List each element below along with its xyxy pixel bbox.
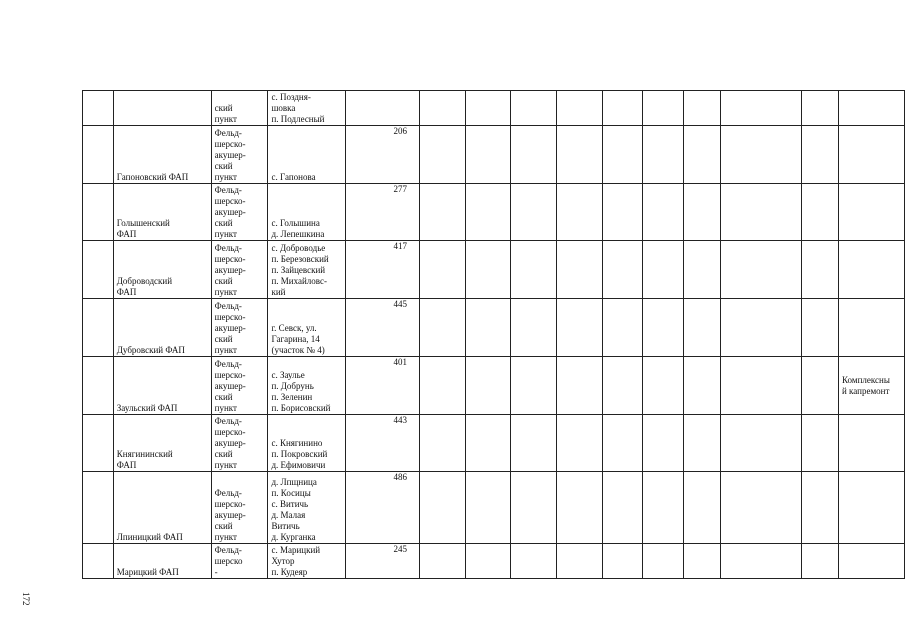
note-cell [838,126,904,184]
population-value: 401 [393,357,407,367]
empty-cell [465,184,511,241]
empty-cell [802,415,839,472]
type-line: пункт [214,172,237,182]
settlements-line: д. Лепешкина [271,229,325,239]
population-value: 417 [393,241,407,251]
type-line: шерско- [214,312,246,322]
empty-cell [511,241,557,299]
settlements-line: (участок № 4) [271,345,325,355]
empty-cell [643,91,684,126]
empty-cell [602,91,643,126]
index-cell [83,472,114,544]
facility-name-cell [113,241,211,299]
settlements-line: с. Витичь [271,499,309,509]
empty-cell [557,415,603,472]
empty-cell [684,91,721,126]
settlements-line: с. Гапонова [271,172,316,182]
note-cell [838,184,904,241]
empty-cell [684,544,721,579]
facility-name-cell [113,472,211,544]
empty-cell [511,126,557,184]
facility-name-cell [113,415,211,472]
page-number: 172 [21,592,31,606]
name-line: Лпиницкий ФАП [116,532,183,542]
empty-cell [802,357,839,415]
empty-cell [802,472,839,544]
facility-type-cell [211,299,268,357]
type-line: Фельд- [214,416,242,426]
note-cell [838,241,904,299]
type-line: пункт [214,287,237,297]
index-cell [83,544,114,579]
settlements-cell [268,544,346,579]
settlements-line: г. Севск, ул. [271,323,317,333]
index-cell [83,415,114,472]
settlements-cell [268,299,346,357]
facility-name-cell [113,184,211,241]
note-line: Комплексны [841,374,890,385]
type-line: пункт [214,532,237,542]
type-line: акушер- [214,510,246,520]
name-line: Марицкий ФАП [116,567,179,577]
settlements-line: Гагарина, 14 [271,334,320,344]
facility-type-cell [211,357,268,415]
table-row [83,126,905,184]
empty-cell [720,91,801,126]
empty-cell [643,241,684,299]
empty-cell [602,184,643,241]
population-cell [346,299,420,357]
settlements-line: д. Ефимовичи [271,460,326,470]
empty-cell [684,472,721,544]
type-line: акушер- [214,381,246,391]
type-line: - [214,567,218,577]
table-row [83,544,905,579]
empty-cell [511,415,557,472]
empty-cell [419,184,465,241]
settlements-line: Витичь [271,521,300,531]
name-line: Заульский ФАП [116,403,178,413]
empty-cell [557,472,603,544]
empty-cell [511,91,557,126]
empty-cell [465,544,511,579]
name-line: Доброводский [116,276,173,286]
settlements-line: с. Марицкий [271,545,321,555]
empty-cell [419,357,465,415]
empty-cell [720,357,801,415]
name-line: Дубровский ФАП [116,345,185,355]
empty-cell [511,184,557,241]
table-row [83,357,905,415]
settlements-line: п. Подлесный [271,114,325,124]
empty-cell [602,357,643,415]
type-line: ский [214,334,233,344]
type-line: шерско- [214,427,246,437]
table-row [83,472,905,544]
empty-cell [602,472,643,544]
empty-cell [419,241,465,299]
facility-name-cell [113,357,211,415]
note-cell [838,472,904,544]
empty-cell [602,415,643,472]
population-value: 245 [393,544,407,554]
empty-cell [684,299,721,357]
empty-cell [720,184,801,241]
facility-type-cell [211,126,268,184]
empty-cell [720,472,801,544]
empty-cell [557,299,603,357]
type-line: акушер- [214,265,246,275]
population-cell [346,184,420,241]
type-line: шерско- [214,254,246,264]
name-line: Голышенский [116,218,170,228]
table-row [83,415,905,472]
type-line: Фельд- [214,243,242,253]
empty-cell [465,415,511,472]
empty-cell [465,91,511,126]
empty-cell [511,472,557,544]
type-line: шерско- [214,139,246,149]
population-value: 206 [393,126,407,136]
note-line: й капремонт [841,385,890,396]
empty-cell [720,126,801,184]
empty-cell [602,126,643,184]
settlements-line: п. Борисовский [271,403,331,413]
empty-cell [465,472,511,544]
type-line: Фельд- [214,128,242,138]
empty-cell [419,91,465,126]
empty-cell [465,299,511,357]
empty-cell [684,184,721,241]
settlements-cell [268,184,346,241]
type-line: шерско- [214,499,246,509]
type-line: ский [214,392,233,402]
population-cell [346,241,420,299]
empty-cell [602,544,643,579]
facility-name-cell [113,126,211,184]
settlements-line: п. Покровский [271,449,328,459]
empty-cell [684,241,721,299]
empty-cell [465,126,511,184]
population-value: 486 [393,472,407,482]
empty-cell [643,415,684,472]
population-cell [346,91,420,126]
note-cell [838,415,904,472]
type-line: Фельд- [214,301,242,311]
name-line: Княгининский [116,449,173,459]
empty-cell [419,415,465,472]
settlements-line: Хутор [271,556,295,566]
index-cell [83,241,114,299]
empty-cell [557,357,603,415]
type-line: Фельд- [214,545,242,555]
type-line: шерско- [214,196,246,206]
empty-cell [720,415,801,472]
empty-cell [802,126,839,184]
settlements-cell [268,91,346,126]
facility-type-cell [211,184,268,241]
settlements-cell [268,241,346,299]
facility-type-cell [211,472,268,544]
settlements-line: д. Лпщница [271,477,317,487]
type-line: пункт [214,345,237,355]
type-line: пункт [214,229,237,239]
type-line: ский [214,276,233,286]
empty-cell [557,241,603,299]
empty-cell [557,184,603,241]
type-line: пункт [214,460,237,470]
settlements-line: п. Косицы [271,488,311,498]
settlements-line: кий [271,287,286,297]
empty-cell [643,184,684,241]
empty-cell [643,299,684,357]
type-line: ский [214,521,233,531]
settlements-line: п. Кудеяр [271,567,308,577]
facility-name-cell [113,544,211,579]
empty-cell [802,241,839,299]
index-cell [83,357,114,415]
type-line: акушер- [214,150,246,160]
name-line: ФАП [116,287,137,297]
type-line: акушер- [214,207,246,217]
settlements-cell [268,415,346,472]
population-cell [346,126,420,184]
empty-cell [643,544,684,579]
population-value: 443 [393,415,407,425]
note-cell [838,299,904,357]
empty-cell [684,415,721,472]
facility-type-cell [211,415,268,472]
note-cell [838,544,904,579]
index-cell [83,126,114,184]
settlements-line: п. Михайловс- [271,276,327,286]
type-line: Фельд- [214,185,242,195]
type-line: ский [214,218,233,228]
empty-cell [643,472,684,544]
empty-cell [511,357,557,415]
population-cell [346,357,420,415]
table-row [83,241,905,299]
name-line: ФАП [116,229,137,239]
settlements-line: шовка [271,103,296,113]
index-cell [83,91,114,126]
note-cell [838,91,904,126]
facility-type-cell [211,241,268,299]
facility-name-cell [113,91,211,126]
empty-cell [557,91,603,126]
empty-cell [511,544,557,579]
empty-cell [419,126,465,184]
empty-cell [602,299,643,357]
empty-cell [557,126,603,184]
facility-type-cell [211,544,268,579]
settlements-line: д. Курганка [271,532,316,542]
population-value: 445 [393,299,407,309]
type-line: ский [214,161,233,171]
type-line: пункт [214,403,237,413]
settlements-line: д. Малая [271,510,306,520]
name-line: ФАП [116,460,137,470]
type-line: пункт [214,114,237,124]
index-cell [83,299,114,357]
type-line: Фельд- [214,359,242,369]
settlements-line: с. Голышина [271,218,320,228]
settlements-line: с. Заулье [271,370,305,380]
empty-cell [419,299,465,357]
settlements-cell [268,472,346,544]
note-cell [838,357,904,415]
population-value: 277 [393,184,407,194]
type-line: ский [214,449,233,459]
empty-cell [720,544,801,579]
type-line: акушер- [214,323,246,333]
settlements-line: п. Добрунь [271,381,314,391]
settlements-line: п. Березовский [271,254,329,264]
empty-cell [465,357,511,415]
empty-cell [802,299,839,357]
settlements-cell [268,126,346,184]
type-line: акушер- [214,438,246,448]
facility-name-cell [113,299,211,357]
table-row [83,91,905,126]
settlements-cell [268,357,346,415]
settlements-line: п. Зеленин [271,392,313,402]
type-line: шерско [214,556,243,566]
type-line: ский [214,103,233,113]
table-row [83,299,905,357]
type-line: шерско- [214,370,246,380]
population-cell [346,544,420,579]
empty-cell [802,91,839,126]
settlements-line: п. Зайцевский [271,265,326,275]
table-row [83,184,905,241]
population-cell [346,472,420,544]
empty-cell [643,357,684,415]
name-line: Гапоновский ФАП [116,172,189,182]
type-line: Фельд- [214,488,242,498]
empty-cell [720,241,801,299]
index-cell [83,184,114,241]
empty-cell [419,472,465,544]
settlements-line: с. Поздня- [271,92,311,102]
settlements-line: с. Доброводье [271,243,326,253]
empty-cell [802,184,839,241]
empty-cell [557,544,603,579]
empty-cell [602,241,643,299]
empty-cell [511,299,557,357]
facility-type-cell [211,91,268,126]
empty-cell [684,357,721,415]
empty-cell [419,544,465,579]
facilities-table [82,90,905,579]
empty-cell [643,126,684,184]
empty-cell [802,544,839,579]
population-cell [346,415,420,472]
empty-cell [720,299,801,357]
empty-cell [465,241,511,299]
settlements-line: с. Княгинино [271,438,323,448]
empty-cell [684,126,721,184]
